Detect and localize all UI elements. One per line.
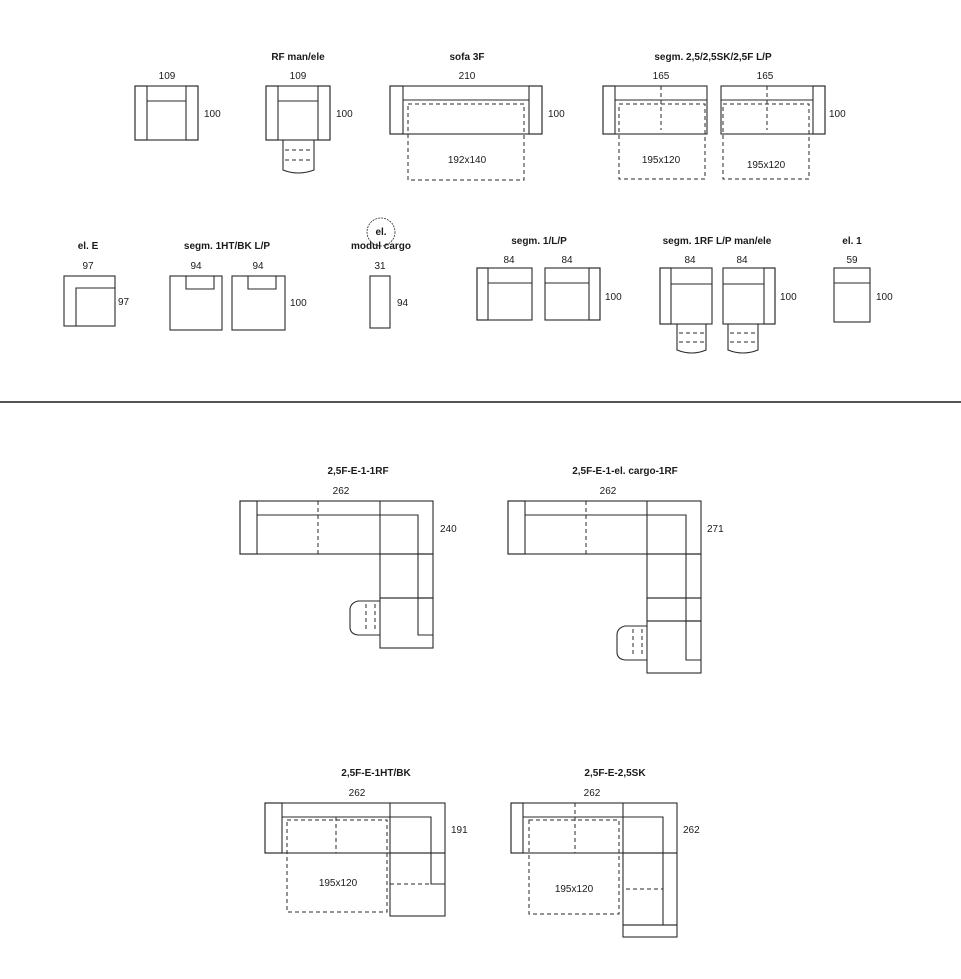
armchair-depth: 100 [204, 109, 221, 120]
seg1ht-module [170, 241, 307, 330]
armchair-module [135, 71, 221, 140]
seg1ht-width-1: 94 [190, 261, 202, 272]
cargo-depth: 94 [397, 298, 409, 309]
config-2-5f-e-1-1rf [240, 466, 457, 648]
rf-depth: 100 [336, 109, 353, 120]
seg1-depth: 100 [605, 292, 622, 303]
cargo-width: 31 [374, 261, 386, 272]
config3-label: 2,5F-E-1HT/BK [341, 768, 411, 779]
sofa3f-depth: 100 [548, 109, 565, 120]
seg1rf-width-2: 84 [736, 255, 748, 266]
cargo-module [351, 218, 411, 328]
config-2-5f-e-1ht-bk [265, 768, 468, 916]
config2-width: 262 [599, 486, 617, 497]
config2-depth: 271 [707, 524, 724, 535]
seg25-label: segm. 2,5/2,5SK/2,5F L/P [654, 52, 772, 63]
seg1ht-width-2: 94 [252, 261, 264, 272]
config-2-5f-e-1-el-cargo-1rf [508, 466, 724, 673]
seg25-bed-1: 195x120 [641, 155, 681, 166]
seg25-width-2: 165 [756, 71, 774, 82]
sofa3f-label: sofa 3F [449, 52, 485, 63]
seg1ht-label: segm. 1HT/BK L/P [183, 241, 271, 252]
config1-label: 2,5F-E-1-1RF [327, 466, 389, 477]
config1-width: 262 [332, 486, 350, 497]
seg1ht-depth: 100 [290, 298, 307, 309]
seg1-width-2: 84 [561, 255, 573, 266]
config4-width: 262 [583, 788, 601, 799]
el1-module [834, 236, 893, 322]
sofa3f-module [390, 52, 565, 180]
config3-width: 262 [348, 788, 366, 799]
seg25-module [603, 52, 846, 179]
armchair-width: 109 [158, 71, 176, 82]
seg1rf-depth: 100 [780, 292, 797, 303]
rf-label: RF man/ele [271, 52, 325, 63]
rf-module [266, 52, 353, 173]
config3-bed: 195x120 [318, 878, 358, 889]
seg25-bed-2: 195x120 [746, 160, 786, 171]
seg1-label: segm. 1/L/P [511, 236, 567, 247]
seg25-width-1: 165 [652, 71, 670, 82]
cargo-label: modul cargo [350, 241, 412, 252]
rf-width: 109 [289, 71, 307, 82]
el1-depth: 100 [876, 292, 893, 303]
sofa3f-bed: 192x140 [447, 155, 487, 166]
el-e-label: el. E [77, 241, 99, 252]
el-e-depth: 97 [118, 297, 130, 308]
el1-width: 59 [846, 255, 858, 266]
seg1rf-label: segm. 1RF L/P man/ele [662, 236, 772, 247]
seg25-depth: 100 [829, 109, 846, 120]
seg1rf-width-1: 84 [684, 255, 696, 266]
el-e-width: 97 [82, 261, 94, 272]
seg1-width-1: 84 [503, 255, 515, 266]
cargo-label-top: el. [375, 227, 387, 238]
config4-label: 2,5F-E-2,5SK [584, 768, 646, 779]
sofa3f-width: 210 [458, 71, 476, 82]
el-e-module [64, 241, 130, 326]
config3-depth: 191 [451, 825, 468, 836]
seg1-module [477, 236, 622, 320]
config4-depth: 262 [683, 825, 700, 836]
config2-label: 2,5F-E-1-el. cargo-1RF [572, 466, 678, 477]
el1-label: el. 1 [842, 236, 862, 247]
seg1rf-module [660, 236, 797, 353]
config4-bed: 195x120 [554, 884, 594, 895]
config-2-5f-e-2-5sk [511, 768, 700, 937]
config1-depth: 240 [440, 524, 457, 535]
